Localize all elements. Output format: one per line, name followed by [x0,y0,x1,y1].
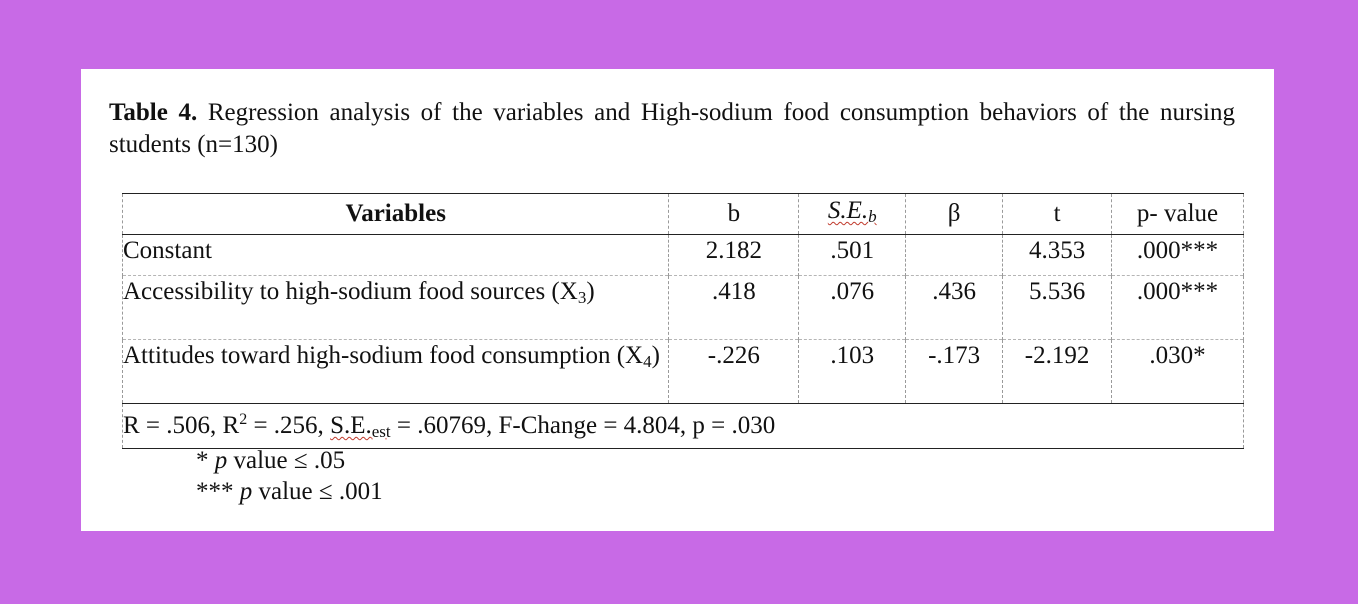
footnote: *** p value ≤ .001 [196,478,383,505]
model-summary: R = .506, $R^2 = .256$, $S.E._{est} = .60769$, F-Change = 4.804, p = .030 [123,404,1244,449]
table-row [123,276,1244,340]
row-t: -2.192 [1003,340,1112,404]
row-beta: -.173 [906,340,1003,404]
table-label: Table 4. [109,99,198,126]
row-b: .418 [669,276,799,340]
table-footnotes [196,445,383,507]
row-variable: Attitudes toward high-sodium food consumption $(X_4)$ [123,340,669,404]
row-se: .103 [799,340,906,404]
row-se: .501 [799,235,906,276]
row-t: 5.536 [1003,276,1112,340]
regression-table [122,193,1244,449]
row-variable: Accessibility to high-sodium food sources $(X_3)$ [123,276,669,340]
row-p: .000*** [1112,235,1244,276]
row-b: -.226 [669,340,799,404]
row-se: .076 [799,276,906,340]
row-variable: Constant [123,235,669,276]
footnote: * p value ≤ .05 [196,447,346,474]
header-se-sub: b [868,207,877,226]
header-p-value: p- value [1112,194,1244,235]
header-se [799,194,906,235]
header-t: t [1003,194,1112,235]
table-caption [109,97,1235,161]
header-beta: β [906,194,1003,235]
table-title: Regression analysis of the variables and High-sodium food consumption behaviors of the nursing students (n=130) [109,99,1235,158]
model-summary-row [123,404,1244,449]
row-beta: .436 [906,276,1003,340]
row-b: 2.182 [669,235,799,276]
table-row [123,340,1244,404]
table-row [123,235,1244,276]
header-row [123,194,1244,235]
header-se-label: S.E. [827,197,869,224]
header-variables: Variables [123,194,669,235]
row-t: 4.353 [1003,235,1112,276]
row-p: .000*** [1112,276,1244,340]
document-page [81,69,1274,531]
header-b: b [669,194,799,235]
row-p: .030* [1112,340,1244,404]
row-beta [906,235,1003,276]
